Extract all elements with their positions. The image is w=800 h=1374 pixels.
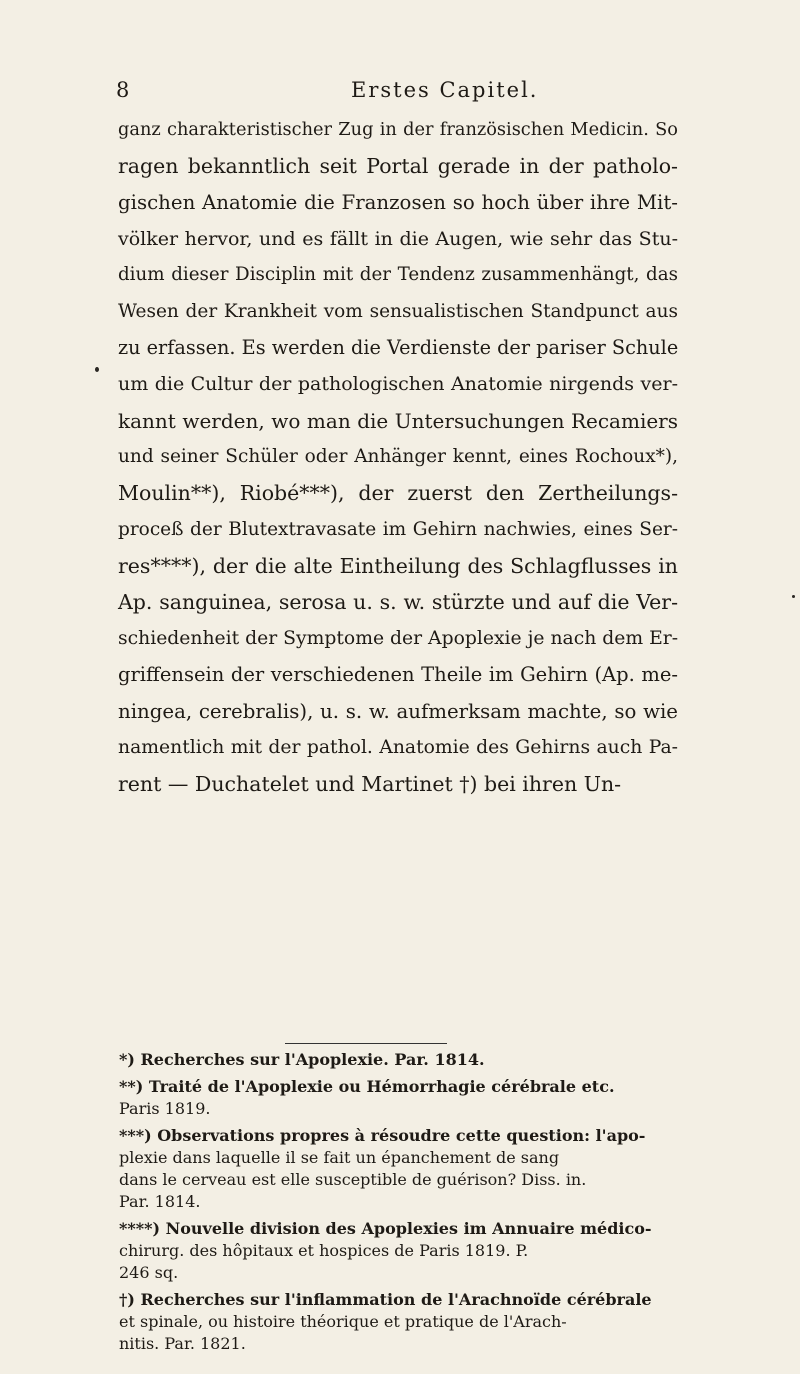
text-line: ningea, cerebralis), u. s. w. aufmerksam machte, so wie — [118, 699, 678, 723]
footnotes — [119, 1049, 684, 1360]
text-line: gischen Anatomie die Franzosen so hoch über ihre Mit- — [118, 190, 678, 214]
footnote — [119, 1076, 684, 1120]
footnote — [119, 1289, 684, 1355]
main-text — [118, 112, 678, 803]
running-head: Erstes Capitel. — [351, 78, 539, 102]
text-line: Ap. sanguinea, serosa u. s. w. stürzte und auf die Ver- — [118, 590, 678, 615]
footnote-line: et spinale, ou histoire théorique et pratique de l'Arach- — [119, 1312, 567, 1331]
text-line: kannt werden, wo man die Untersuchungen Recamiers — [118, 408, 678, 433]
text-line: rent — Duchatelet und Martinet †) bei ihren Un- — [118, 772, 622, 797]
text-line: res****), der die alte Eintheilung des Schlagflusses in — [118, 554, 678, 579]
text-line: dium dieser Disciplin mit der Tendenz zusammenhängt, das — [118, 264, 678, 286]
ink-speck — [95, 367, 99, 372]
footnote — [119, 1218, 684, 1284]
text-line: und seiner Schüler oder Anhänger kennt, eines Rochoux*), — [118, 446, 678, 468]
text-line: proceß der Blutextravasate im Gehirn nachwies, eines Ser- — [118, 518, 678, 540]
text-line: ganz charakteristischer Zug in der französischen Medicin. So — [118, 120, 678, 140]
footnote-line: dans le cerveau est elle susceptible de guérison? Diss. in. — [119, 1170, 587, 1189]
footnote-line: Par. 1814. — [119, 1192, 201, 1211]
text-line: Wesen der Krankheit vom sensualistischen Standpunct aus — [118, 300, 678, 322]
text-line: völker hervor, und es fällt in die Augen, wie sehr das Stu- — [118, 228, 678, 251]
text-line: griffensein der verschiedenen Theile im Gehirn (Ap. me- — [118, 663, 678, 687]
footnote-line: plexie dans laquelle il se fait un épanchement de sang — [119, 1148, 560, 1167]
page-header — [116, 78, 676, 110]
text-line: um die Cultur der pathologischen Anatomie nirgends ver- — [118, 373, 678, 396]
footnote-line: **) Traité de l'Apoplexie ou Hémorrhagie cérébrale etc. — [119, 1077, 615, 1096]
text-line: ragen bekanntlich seit Portal gerade in der patholo- — [118, 154, 678, 179]
footnote-separator — [285, 1043, 447, 1044]
footnote-line: nitis. Par. 1821. — [119, 1334, 246, 1353]
page-number: 8 — [116, 78, 130, 102]
footnote-line: ****) Nouvelle division des Apoplexies im Annuaire médico- — [119, 1219, 652, 1238]
text-line: schiedenheit der Symptome der Apoplexie je nach dem Er- — [118, 627, 679, 649]
footnote-line: chirurg. des hôpitaux et hospices de Paris 1819. P. — [119, 1241, 529, 1260]
footnote-line: 246 sq. — [119, 1263, 179, 1282]
footnote — [119, 1125, 684, 1213]
footnote-line: †) Recherches sur l'inflammation de l'Arachnoïde cérébrale — [119, 1290, 652, 1309]
ink-speck — [792, 595, 795, 598]
footnote-line: Paris 1819. — [119, 1099, 211, 1118]
text-line: namentlich mit der pathol. Anatomie des Gehirns auch Pa- — [118, 736, 678, 758]
text-line: Moulin**), Riobé***), der zuerst den Zertheilungs- — [118, 481, 678, 506]
footnote-line: *) Recherches sur l'Apoplexie. Par. 1814. — [119, 1050, 485, 1069]
footnote-line: ***) Observations propres à résoudre cette question: l'apo- — [119, 1126, 646, 1145]
footnote — [119, 1049, 684, 1071]
text-line: zu erfassen. Es werden die Verdienste der pariser Schule — [118, 336, 679, 360]
